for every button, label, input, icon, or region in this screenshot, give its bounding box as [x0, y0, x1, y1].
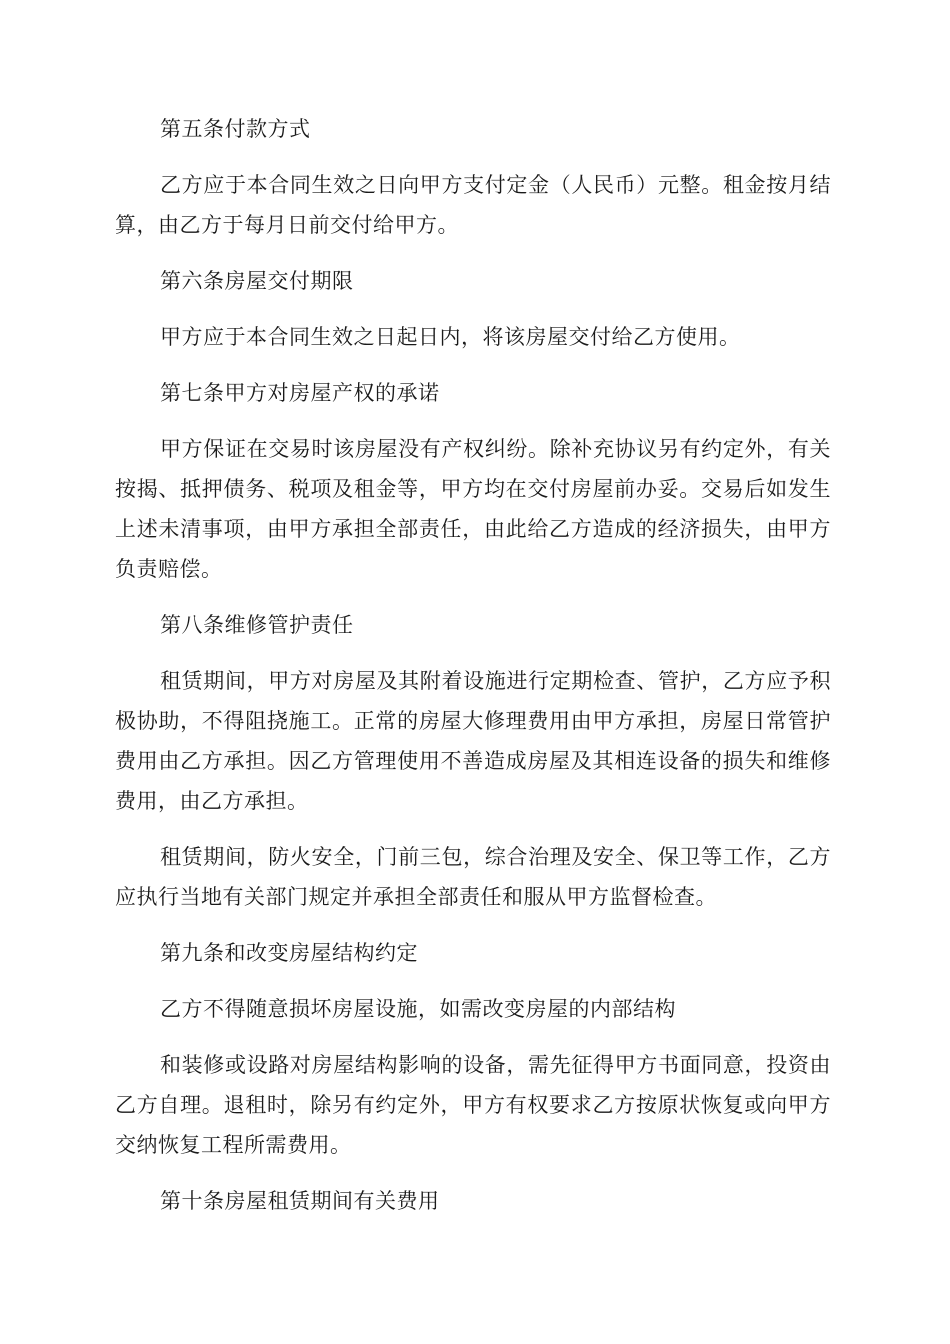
article-8-heading: 第八条维修管护责任: [160, 613, 354, 637]
article-6-heading: 第六条房屋交付期限: [160, 269, 354, 293]
article-9-body-2: 和装修或设路对房屋结构影响的设备，需先征得甲方书面同意，投资由乙方自理。退租时，除另有约定外，甲方有权要求乙方按原状恢复或向甲方交纳恢复工程所需费用。: [115, 1053, 831, 1157]
article-5-heading: 第五条付款方式: [160, 117, 311, 141]
article-7-body: 甲方保证在交易时该房屋没有产权纠纷。除补充协议另有约定外，有关按揭、抵押债务、税项及租金等，甲方均在交付房屋前办妥。交易后如发生上述未清事项，由甲方承担全部责任，由此给乙方造成的经济损失，由甲方负责赔偿。: [115, 437, 831, 581]
article-6-body: 甲方应于本合同生效之日起日内，将该房屋交付给乙方使用。: [160, 325, 741, 349]
article-8-body-1: 租赁期间，甲方对房屋及其附着设施进行定期检查、管护，乙方应予积极协助，不得阻挠施工。正常的房屋大修理费用由甲方承担，房屋日常管护费用由乙方承担。因乙方管理使用不善造成房屋及其相连设备的损失和维修费用，由乙方承担。: [115, 669, 831, 813]
article-9-heading: 第九条和改变房屋结构约定: [160, 941, 418, 965]
document-body: [115, 109, 831, 1237]
article-9-body-1: 乙方不得随意损坏房屋设施，如需改变房屋的内部结构: [160, 997, 676, 1021]
article-7-heading: 第七条甲方对房屋产权的承诺: [160, 381, 440, 405]
article-5-body: 乙方应于本合同生效之日向甲方支付定金（人民币）元整。租金按月结算，由乙方于每月日前交付给甲方。: [115, 173, 831, 237]
article-8-body-2: 租赁期间，防火安全，门前三包，综合治理及安全、保卫等工作，乙方应执行当地有关部门规定并承担全部责任和服从甲方监督检查。: [115, 845, 831, 909]
article-10-heading: 第十条房屋租赁期间有关费用: [160, 1189, 440, 1213]
